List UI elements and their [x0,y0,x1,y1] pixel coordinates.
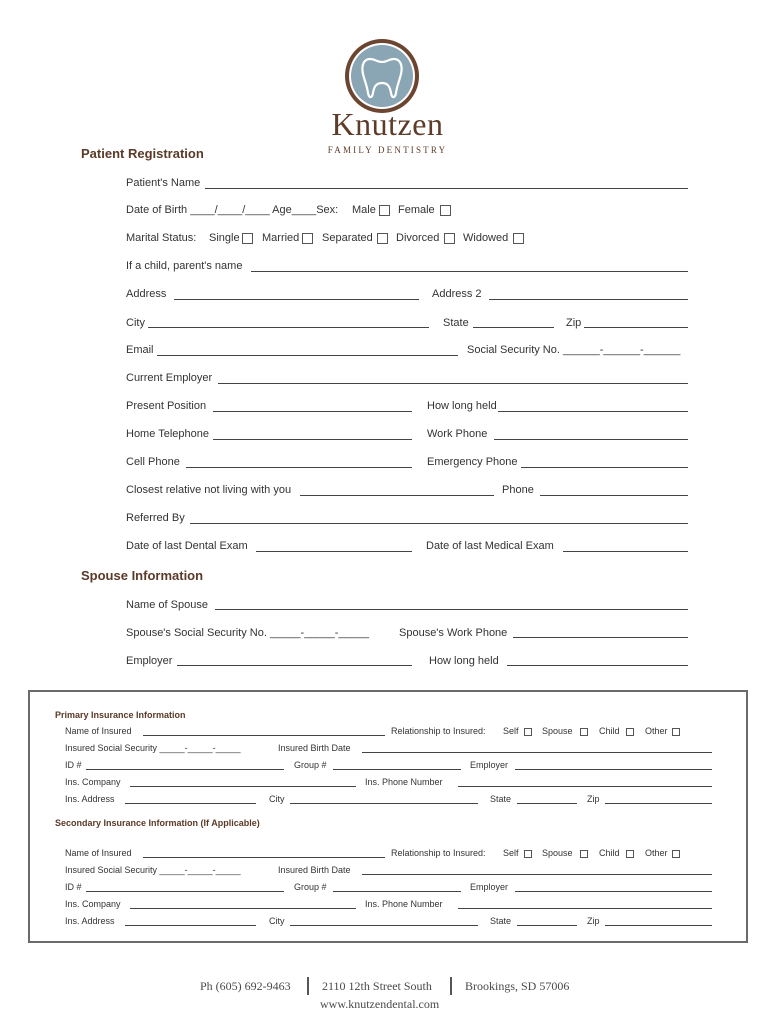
primary-name-insured-label: Name of Insured [65,726,132,736]
spouse-how-long-field[interactable] [507,665,688,666]
zip-label: Zip [566,317,582,329]
parent-name-label: If a child, parent's name [126,260,243,272]
secondary-address-label: Ins. Address [65,916,115,926]
secondary-phone-number-label: Ins. Phone Number [365,899,443,909]
last-medical-exam-label: Date of last Medical Exam [426,540,554,552]
male-label: Male [352,204,376,216]
primary-address-field[interactable] [125,803,256,804]
address-field[interactable] [174,299,419,300]
present-position-field[interactable] [213,411,412,412]
spouse-work-phone-label: Spouse's Work Phone [399,627,508,639]
secondary-relationship-label: Relationship to Insured: [391,848,486,858]
state-field[interactable] [473,327,554,328]
primary-phone-number-field[interactable] [458,786,712,787]
secondary-spouse-checkbox[interactable] [580,850,588,858]
zip-field[interactable] [584,327,688,328]
primary-insurance-heading: Primary Insurance Information [55,710,186,720]
female-label: Female [398,204,435,216]
primary-group-label: Group # [294,760,327,770]
patient-registration-heading: Patient Registration [81,146,204,161]
secondary-spouse-label: Spouse [542,848,573,858]
male-checkbox[interactable] [379,205,390,216]
referred-by-field[interactable] [190,523,688,524]
secondary-other-checkbox[interactable] [672,850,680,858]
closest-relative-field[interactable] [300,495,494,496]
primary-self-label: Self [503,726,519,736]
work-phone-field[interactable] [494,439,688,440]
cell-phone-field[interactable] [186,467,412,468]
primary-child-label: Child [599,726,620,736]
spouse-name-field[interactable] [215,609,688,610]
brand-subtitle: FAMILY DENTISTRY [327,145,448,155]
marital-status-label: Marital Status: [126,232,197,244]
spouse-information-heading: Spouse Information [81,568,204,583]
city-field[interactable] [148,327,429,328]
last-medical-exam-field[interactable] [563,551,688,552]
spouse-employer-field[interactable] [177,665,412,666]
separated-checkbox[interactable] [377,233,388,244]
city-label: City [126,317,145,329]
secondary-self-checkbox[interactable] [524,850,532,858]
primary-state-field[interactable] [517,803,577,804]
spouse-name-label: Name of Spouse [126,599,208,611]
how-long-held-label: How long held [427,400,497,412]
primary-zip-field[interactable] [605,803,712,804]
secondary-phone-number-field[interactable] [458,908,712,909]
married-label: Married [262,232,300,244]
primary-city-label: City [269,794,285,804]
footer-separator [307,977,309,995]
secondary-state-field[interactable] [517,925,577,926]
primary-address-label: Ins. Address [65,794,115,804]
present-position-label: Present Position [126,400,207,412]
how-long-held-field[interactable] [498,411,688,412]
email-field[interactable] [157,355,458,356]
brand-logo [320,30,460,160]
footer-city: Brookings, SD 57006 [465,979,570,993]
patient-name-label: Patient's Name [126,177,201,189]
emergency-phone-field[interactable] [521,467,688,468]
primary-insured-ssn-label[interactable]: Insured Social Security _____-_____-_____ [65,743,241,753]
secondary-name-insured-label: Name of Insured [65,848,132,858]
last-dental-exam-label: Date of last Dental Exam [126,540,248,552]
current-employer-label: Current Employer [126,372,213,384]
secondary-company-field[interactable] [130,908,356,909]
footer-website[interactable]: www.knutzendental.com [320,997,440,1011]
relative-phone-field[interactable] [540,495,688,496]
primary-birth-date-field[interactable] [362,752,712,753]
address2-field[interactable] [489,299,688,300]
secondary-zip-label: Zip [587,916,600,926]
primary-self-checkbox[interactable] [524,728,532,736]
primary-zip-label: Zip [587,794,600,804]
primary-company-label: Ins. Company [65,777,121,787]
ssn-label[interactable]: Social Security No. ______-______-______ [467,344,681,356]
secondary-state-label: State [490,916,512,926]
primary-city-field[interactable] [290,803,478,804]
dob-age-sex-label[interactable]: Date of Birth ____/____/____ Age____Sex: [126,204,339,216]
home-telephone-label: Home Telephone [126,428,209,440]
primary-state-label: State [490,794,512,804]
widowed-label: Widowed [463,232,509,244]
primary-name-insured-field[interactable] [143,735,385,736]
primary-child-checkbox[interactable] [626,728,634,736]
primary-id-field[interactable] [86,769,284,770]
emergency-phone-label: Emergency Phone [427,456,518,468]
married-checkbox[interactable] [302,233,313,244]
primary-company-field[interactable] [130,786,356,787]
footer-phone: Ph (605) 692-9463 [200,979,291,993]
secondary-address-field[interactable] [125,925,256,926]
separated-label: Separated [322,232,373,244]
primary-spouse-checkbox[interactable] [580,728,588,736]
divorced-label: Divorced [396,232,440,244]
state-label: State [443,317,469,329]
primary-spouse-label: Spouse [542,726,573,736]
secondary-name-insured-field[interactable] [143,857,385,858]
address-label: Address [126,288,167,300]
current-employer-field[interactable] [218,383,688,384]
secondary-city-field[interactable] [290,925,478,926]
spouse-work-phone-field[interactable] [513,637,688,638]
email-label: Email [126,344,154,356]
referred-by-label: Referred By [126,512,185,524]
secondary-insured-ssn-label[interactable]: Insured Social Security _____-_____-_____ [65,865,241,875]
last-dental-exam-field[interactable] [256,551,412,552]
female-checkbox[interactable] [440,205,451,216]
secondary-group-label: Group # [294,882,327,892]
spouse-how-long-label: How long held [429,655,499,667]
secondary-other-label: Other [645,848,668,858]
work-phone-label: Work Phone [427,428,488,440]
secondary-self-label: Self [503,848,519,858]
footer-street: 2110 12th Street South [322,979,432,993]
secondary-birth-date-label: Insured Birth Date [278,865,351,875]
patient-name-field[interactable] [205,188,688,189]
primary-phone-number-label: Ins. Phone Number [365,777,443,787]
address2-label: Address 2 [432,288,482,300]
secondary-employer-field[interactable] [515,891,712,892]
primary-relationship-label: Relationship to Insured: [391,726,486,736]
spouse-ssn-label[interactable]: Spouse's Social Security No. _____-_____-_____ [126,627,370,639]
secondary-child-label: Child [599,848,620,858]
secondary-birth-date-field[interactable] [362,874,712,875]
widowed-checkbox[interactable] [513,233,524,244]
single-checkbox[interactable] [242,233,253,244]
single-label: Single [209,232,240,244]
primary-employer-label: Employer [470,760,509,770]
home-telephone-field[interactable] [213,439,412,440]
relative-phone-label: Phone [502,484,534,496]
secondary-group-field[interactable] [333,891,461,892]
brand-name: Knutzen [331,106,444,142]
secondary-id-field[interactable] [86,891,284,892]
primary-birth-date-label: Insured Birth Date [278,743,351,753]
divorced-checkbox[interactable] [444,233,455,244]
primary-id-label: ID # [65,760,82,770]
primary-employer-field[interactable] [515,769,712,770]
secondary-insurance-heading: Secondary Insurance Information (If Applicable) [55,818,260,828]
primary-other-checkbox[interactable] [672,728,680,736]
primary-group-field[interactable] [333,769,461,770]
closest-relative-label: Closest relative not living with you [126,484,292,496]
secondary-id-label: ID # [65,882,82,892]
spouse-employer-label: Employer [126,655,173,667]
secondary-company-label: Ins. Company [65,899,121,909]
parent-name-field[interactable] [251,271,688,272]
footer-separator [450,977,452,995]
secondary-child-checkbox[interactable] [626,850,634,858]
secondary-employer-label: Employer [470,882,509,892]
primary-other-label: Other [645,726,668,736]
cell-phone-label: Cell Phone [126,456,180,468]
secondary-city-label: City [269,916,285,926]
secondary-zip-field[interactable] [605,925,712,926]
